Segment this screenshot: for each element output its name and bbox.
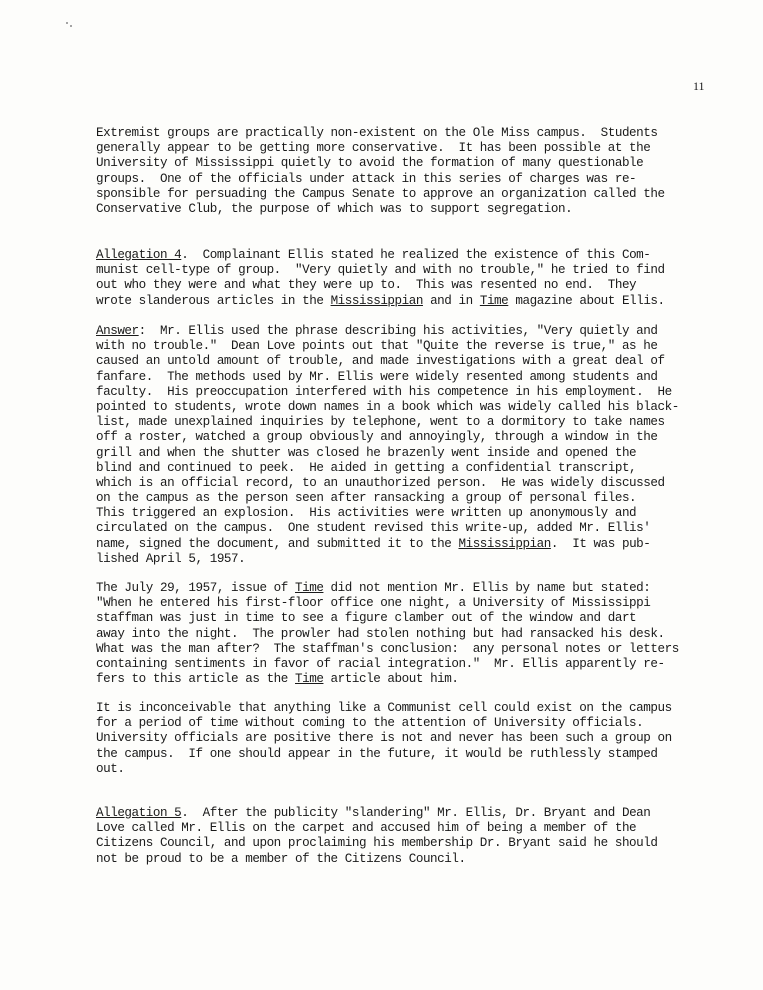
text-line: on the campus as the person seen after ransacking a group of personal files.	[96, 491, 637, 506]
text-line: out.	[96, 761, 125, 776]
paragraph-allegation-5	[96, 806, 708, 867]
answer-heading: Answer	[96, 324, 139, 338]
text-line: University of Mississippi quietly to avoid the formation of many questionable	[96, 156, 644, 171]
text-run: . After the publicity "slandering" Mr. Ellis, Dr. Bryant and Dean	[181, 806, 651, 820]
text-line: faculty. His preoccupation interfered with his competence in his employment. He	[96, 384, 672, 399]
text-line: munist cell-type of group. "Very quietly and with no trouble," he tried to find	[96, 263, 665, 278]
text-line: groups. One of the officials under attack in this series of charges was re-	[96, 171, 637, 186]
text-line: "When he entered his first-floor office one night, a University of Mississippi	[96, 596, 651, 611]
text-run: The July 29, 1957, issue of	[96, 581, 296, 595]
text-run: name, signed the document, and submitted it to the	[96, 536, 459, 551]
text-run: wrote slanderous articles in the	[96, 293, 331, 308]
publication-title: Time	[295, 672, 324, 687]
text-line: off a roster, watched a group obviously and annoyingly, through a window in the	[96, 430, 658, 445]
text-line: sponsible for persuading the Campus Senate to approve an organization called the	[96, 186, 665, 201]
text-line: lished April 5, 1957.	[96, 551, 246, 566]
text-run: did not mention Mr. Ellis by name but stated:	[323, 581, 651, 595]
publication-title: Time	[295, 581, 324, 595]
page-number: 11	[693, 79, 705, 93]
text-line: University officials are positive there is not and never has been such a group on	[96, 731, 672, 746]
text-line	[96, 537, 708, 552]
text-line: What was the man after? The staffman's conclusion: any personal notes or letters	[96, 641, 679, 656]
allegation-4-heading: Allegation 4	[96, 248, 182, 262]
text-run: . Complainant Ellis stated he realized the existence of this Com-	[181, 248, 651, 262]
text-line: with no trouble." Dean Love points out that "Quite the reverse is true," as he	[96, 339, 658, 354]
paragraph-time-article	[96, 581, 708, 687]
text-line	[96, 248, 708, 263]
text-line: list, made unexplained inquiries by telephone, went to a dormitory to take names	[96, 415, 665, 430]
text-line: Conservative Club, the purpose of which was to support segregation.	[96, 201, 573, 216]
text-line: caused an untold amount of trouble, and made investigations with a great deal of	[96, 354, 665, 369]
text-line	[96, 324, 708, 339]
text-line: This triggered an explosion. His activities were written up anonymously and	[96, 506, 637, 521]
scan-speck	[70, 25, 72, 27]
text-line: It is inconceivable that anything like a Communist cell could exist on the campus	[96, 701, 672, 715]
text-line: Citizens Council, and upon proclaiming his membership Dr. Bryant said he should	[96, 836, 658, 851]
text-run: . It was pub-	[550, 536, 651, 551]
scan-speck	[66, 22, 68, 24]
text-line: Extremist groups are practically non-existent on the Ole Miss campus. Students	[96, 126, 658, 140]
text-line: containing sentiments in favor of racial integration." Mr. Ellis apparently re-	[96, 656, 665, 671]
publication-title: Time	[479, 293, 509, 308]
text-line	[96, 672, 708, 687]
publication-title: Mississippian	[330, 293, 423, 308]
paragraph-extremist-groups	[96, 126, 708, 217]
text-line: generally appear to be getting more conservative. It has been possible at the	[96, 141, 651, 156]
text-line: staffman was just in time to see a figure clamber out of the window and dart	[96, 611, 637, 626]
text-run: and in	[422, 293, 480, 308]
text-line: the campus. If one should appear in the future, it would be ruthlessly stamped	[96, 746, 658, 761]
paragraph-answer	[96, 324, 708, 567]
text-line	[96, 581, 708, 596]
paragraph-communist-cell	[96, 701, 708, 777]
text-line: which is an official record, to an unauthorized person. He was widely discussed	[96, 475, 665, 490]
text-line: pointed to students, wrote down names in a book which was widely called his black-	[96, 399, 679, 414]
text-run: : Mr. Ellis used the phrase describing his activities, "Very quietly and	[138, 324, 658, 338]
text-run: article about him.	[323, 672, 459, 687]
text-line: Love called Mr. Ellis on the carpet and accused him of being a member of the	[96, 821, 637, 836]
text-run: fers to this article as the	[96, 672, 296, 687]
paragraph-allegation-4	[96, 248, 708, 309]
text-line: blind and continued to peek. He aided in getting a confidential transcript,	[96, 460, 637, 475]
text-run: magazine about Ellis.	[508, 293, 665, 308]
text-line: away into the night. The prowler had stolen nothing but had ransacked his desk.	[96, 626, 665, 641]
text-line: out who they were and what they were up to. This was resented no end. They	[96, 278, 637, 293]
allegation-5-heading: Allegation 5	[96, 806, 182, 820]
text-line	[96, 806, 708, 821]
text-line: fanfare. The methods used by Mr. Ellis were widely resented among students and	[96, 369, 658, 384]
publication-title: Mississippian	[458, 536, 551, 551]
text-line: not be proud to be a member of the Citizens Council.	[96, 851, 466, 866]
text-line: circulated on the campus. One student revised this write-up, added Mr. Ellis'	[96, 521, 651, 536]
text-line	[96, 294, 708, 309]
text-line: for a period of time without coming to the attention of University officials.	[96, 716, 644, 731]
text-line: grill and when the shutter was closed he brazenly went inside and opened the	[96, 445, 637, 460]
